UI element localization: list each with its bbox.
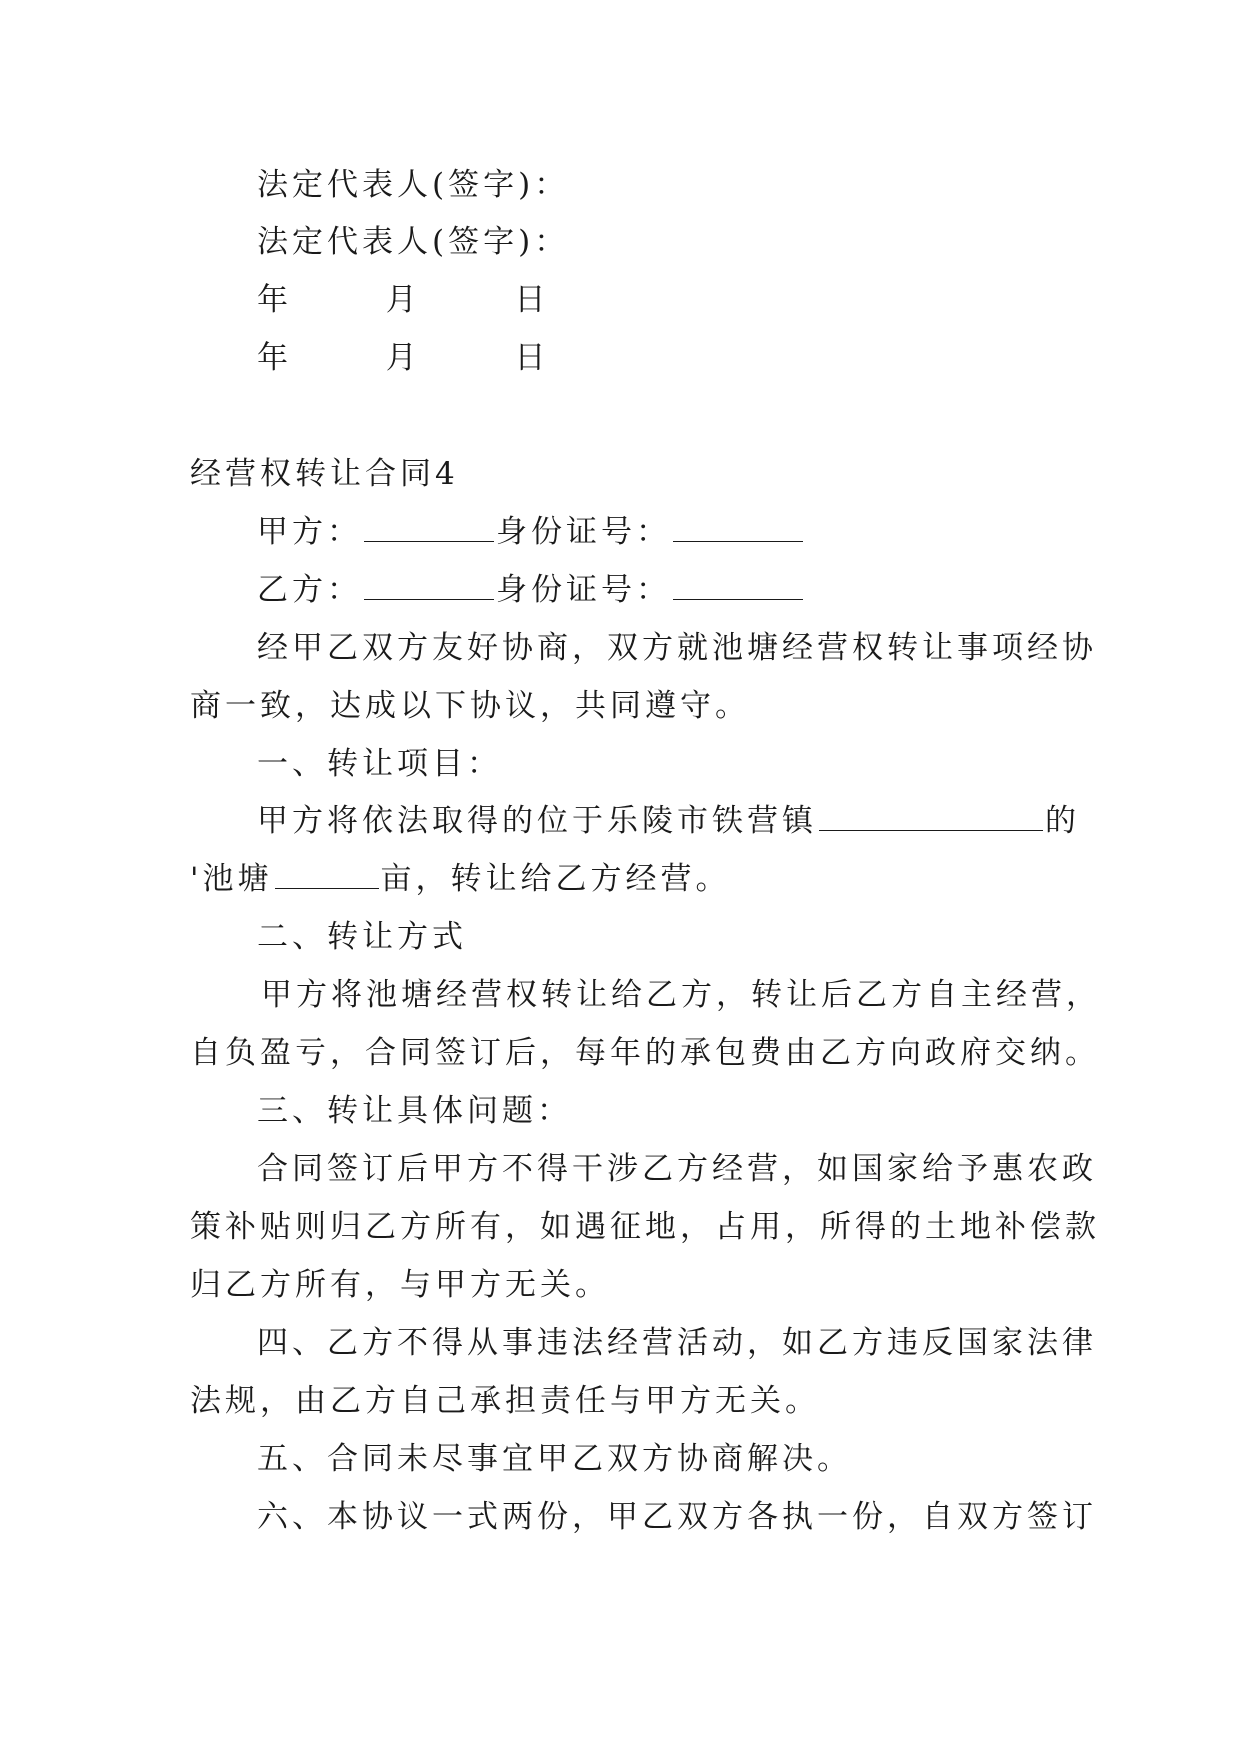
section-4-line-1 <box>257 1323 1097 1363</box>
paragraph-text: 合同签订后甲方不得干涉乙方经营，如国家给予惠农政 <box>257 1151 1097 1187</box>
section-5-line <box>257 1439 852 1479</box>
section-heading-text: 二、转让方式 <box>257 919 467 955</box>
paragraph-text: 归乙方所有，与甲方无关。 <box>190 1267 610 1303</box>
paragraph-text: 的 <box>1045 803 1080 839</box>
section-3-line-3 <box>190 1265 610 1305</box>
date-month: 月 <box>385 340 421 376</box>
contract-title <box>190 454 459 494</box>
paragraph-text: 自负盈亏，合同签订后，每年的承包费由乙方向政府交纳。 <box>190 1035 1100 1071</box>
section-1-heading <box>257 744 502 784</box>
party-b-id-label: 身份证号： <box>496 572 671 608</box>
section-3-line-1 <box>257 1149 1097 1189</box>
section-heading-text: 三、转让具体问题： <box>257 1093 572 1129</box>
section-2-heading <box>257 917 467 957</box>
section-4-line-2 <box>190 1381 820 1421</box>
party-b-label: 乙方： <box>257 572 362 608</box>
date-line-b <box>257 338 549 378</box>
paragraph-text: 甲方将依法取得的位于乐陵市铁营镇 <box>257 803 817 839</box>
date-month: 月 <box>385 282 421 318</box>
legal-rep-label: 法定代表人(签字)： <box>257 224 570 260</box>
intro-line-1 <box>257 628 1097 668</box>
paragraph-text: 法规，由乙方自己承担责任与甲方无关。 <box>190 1383 820 1419</box>
section-2-line-1 <box>261 975 1101 1015</box>
section-1-line-2 <box>190 859 731 899</box>
party-a-label: 甲方： <box>257 514 362 550</box>
paragraph-text: 四、乙方不得从事违法经营活动，如乙方违反国家法律 <box>257 1325 1097 1361</box>
area-blank <box>275 860 379 889</box>
section-6-line <box>257 1497 1097 1537</box>
intro-line-2 <box>190 686 750 726</box>
legal-rep-signature-line-b <box>257 222 569 262</box>
date-line-a <box>257 280 549 320</box>
paragraph-text: 六、本协议一式两份，甲乙双方各执一份，自双方签订 <box>257 1499 1097 1535</box>
date-day: 日 <box>514 340 550 376</box>
date-year: 年 <box>257 282 292 318</box>
section-1-line-1 <box>257 801 1080 841</box>
paragraph-text: 策补贴则归乙方所有，如遇征地，占用，所得的土地补偿款 <box>190 1209 1100 1245</box>
section-3-line-2 <box>190 1207 1100 1247</box>
location-blank <box>819 802 1043 831</box>
paragraph-text: 经甲乙双方友好协商，双方就池塘经营权转让事项经协 <box>257 630 1097 666</box>
legal-rep-label: 法定代表人(签字)： <box>257 167 570 203</box>
party-b-line <box>257 570 805 610</box>
party-a-line <box>257 512 805 552</box>
date-day: 日 <box>514 282 550 318</box>
party-a-id-label: 身份证号： <box>496 514 671 550</box>
paragraph-text: '池塘 <box>190 861 273 897</box>
legal-rep-signature-line-a <box>257 165 569 205</box>
paragraph-text: 五、合同未尽事宜甲乙双方协商解决。 <box>257 1441 852 1477</box>
party-a-name-blank <box>364 513 494 542</box>
section-heading-text: 一、转让项目： <box>257 746 502 782</box>
party-b-id-blank <box>673 571 803 600</box>
section-3-heading <box>257 1091 572 1131</box>
date-year: 年 <box>257 340 292 376</box>
party-a-id-blank <box>673 513 803 542</box>
section-2-line-2 <box>190 1033 1100 1073</box>
contract-title-text: 经营权转让合同4 <box>190 456 459 492</box>
paragraph-text: 商一致，达成以下协议，共同遵守。 <box>190 688 750 724</box>
party-b-name-blank <box>364 571 494 600</box>
paragraph-text: 亩，转让给乙方经营。 <box>380 861 731 897</box>
paragraph-text: 甲方将池塘经营权转让给乙方，转让后乙方自主经营， <box>261 977 1101 1013</box>
